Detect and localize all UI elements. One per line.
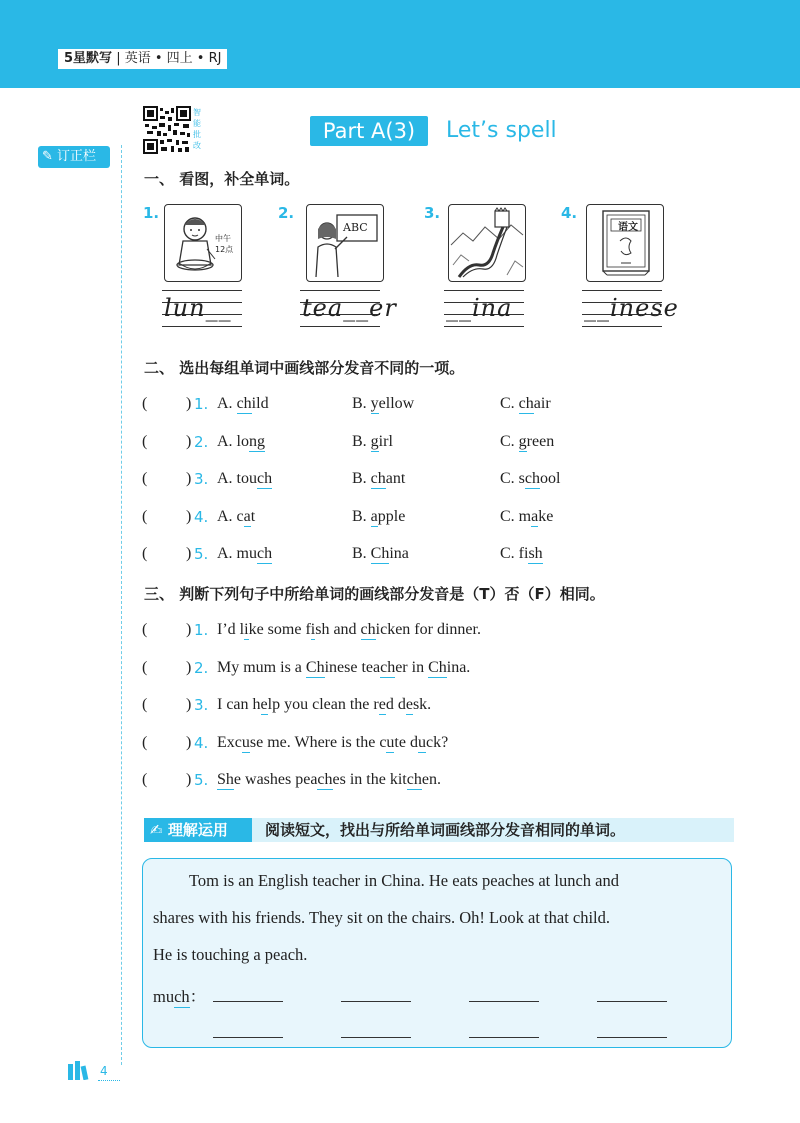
option-text: irl	[378, 433, 393, 450]
answer-paren-close: )	[186, 433, 192, 450]
underlined-letters: u	[241, 734, 250, 751]
sentence-text: icken for dinner.	[375, 621, 481, 638]
answer-blank[interactable]	[469, 1001, 539, 1002]
sentence-text: My mum is a	[217, 659, 306, 676]
option-text: ild	[251, 395, 269, 412]
sentence-text: Exc	[217, 734, 242, 751]
chinese-book-picture	[586, 204, 664, 282]
option-text: B.	[352, 433, 371, 450]
sentence-text: lp you clean the r	[267, 696, 379, 713]
option-text: pple	[377, 508, 406, 525]
question-number: 2.	[194, 659, 209, 677]
sentence-text: inese tea	[324, 659, 381, 676]
answer-blank[interactable]	[341, 1037, 411, 1038]
option-text: C.	[500, 395, 519, 412]
underlined-letters: i	[310, 621, 316, 638]
option-text: B.	[352, 508, 371, 525]
answer-blank[interactable]	[597, 1001, 667, 1002]
sentence-text: se me. Where is the c	[249, 734, 387, 751]
footer-dots	[98, 1080, 120, 1081]
board-text: ABC	[343, 221, 368, 234]
option-c	[500, 508, 553, 526]
answer-paren-open: (	[142, 734, 148, 751]
underlined-letters: ch	[370, 470, 386, 487]
answer-blank[interactable]	[597, 1037, 667, 1038]
option-b	[352, 470, 405, 488]
option-text: C. fi	[500, 545, 529, 562]
sentence-text: ina.	[446, 659, 471, 676]
question-number: 4.	[194, 734, 209, 752]
underlined-letters: ch	[257, 470, 273, 487]
writing-lines[interactable]	[162, 290, 242, 330]
underlined-letters: ch	[524, 470, 541, 487]
reading-passage-box	[142, 858, 732, 1048]
answer-paren-open: (	[142, 433, 148, 450]
question-number: 1.	[194, 395, 209, 413]
option-text: C. s	[500, 470, 525, 487]
option-a	[217, 433, 265, 451]
underlined-letters: u	[386, 734, 395, 751]
option-c	[500, 395, 551, 413]
option-text: B.	[352, 470, 371, 487]
question-number: 3.	[194, 470, 209, 488]
option-text: ool	[540, 470, 561, 487]
underlined-letters: a	[370, 508, 378, 525]
answer-blank[interactable]	[341, 1001, 411, 1002]
question-number: 2.	[194, 433, 209, 451]
option-text: C.	[500, 433, 519, 450]
part-title: Part A(3)	[310, 116, 428, 146]
writing-lines[interactable]	[582, 290, 679, 330]
qr-code-icon[interactable]	[143, 106, 191, 154]
underlined-letters: ch	[518, 395, 534, 412]
passage-line: He is touching a peach.	[153, 945, 308, 964]
answer-blank[interactable]	[213, 1037, 283, 1038]
sentence	[217, 771, 441, 789]
option-text: B.	[352, 545, 371, 562]
option-b	[352, 508, 405, 526]
option-text: ke	[538, 508, 554, 525]
sentence	[217, 696, 431, 714]
part-subtitle: Let’s spell	[446, 118, 557, 143]
underlined-letters: Ch	[305, 659, 325, 676]
underlined-letters: ch	[257, 545, 273, 562]
option-text: A. lo	[217, 433, 249, 450]
answer-blank[interactable]	[213, 1001, 283, 1002]
great-wall-icon	[449, 205, 525, 281]
answer-paren-close: )	[186, 470, 192, 487]
lunch-picture	[164, 204, 242, 282]
underlined-letters: y	[370, 395, 379, 412]
item-number: 4.	[561, 204, 578, 222]
sentence-text: te d	[394, 734, 418, 751]
answer-paren-open: (	[142, 696, 148, 713]
answer-paren-open: (	[142, 545, 148, 562]
prompt-colon: ：	[189, 987, 207, 1006]
question-number: 1.	[194, 621, 209, 639]
underlined-letters: e	[260, 696, 268, 713]
sentence-text: er in	[395, 659, 429, 676]
teacher-icon	[307, 205, 383, 281]
section3-heading: 三、 判断下列句子中所给单词的画线部分发音是（T）否（F）相同。	[144, 585, 605, 603]
option-b	[352, 545, 409, 563]
section1-heading: 一、 看图，补全单词。	[144, 170, 300, 188]
sentence	[217, 621, 481, 639]
word-with-blank: tea__er	[302, 294, 397, 322]
section4-label	[144, 818, 252, 842]
option-text: ant	[385, 470, 406, 487]
qr-side-text: 智能批改	[193, 108, 201, 150]
option-text: A. c	[217, 508, 244, 525]
underlined-letters: Sh	[217, 771, 234, 788]
option-text: B.	[352, 395, 371, 412]
sentence-text: ck?	[425, 734, 449, 751]
sentence-text: sh and	[315, 621, 361, 638]
section2-heading: 二、 选出每组单词中画线部分发音不同的一项。	[144, 359, 465, 377]
option-c	[500, 433, 554, 451]
passage-line: shares with his friends. They sit on the chairs. Oh! Look at that child.	[153, 908, 611, 927]
answer-paren-close: )	[186, 621, 192, 638]
section4-label-text: 理解运用	[167, 821, 228, 839]
underlined-letters: e	[405, 696, 413, 713]
item-number: 2.	[278, 204, 295, 222]
question-number: 5.	[194, 771, 209, 789]
answer-prompt	[153, 983, 206, 1007]
book-title: 语文	[618, 222, 638, 233]
sentence-text: en.	[421, 771, 441, 788]
underlined-letters: ng	[249, 433, 265, 450]
option-c	[500, 470, 560, 488]
sentence	[217, 659, 470, 677]
underlined-letters: a	[243, 508, 251, 525]
option-text: reen	[526, 433, 555, 450]
writing-lines[interactable]	[444, 290, 524, 330]
sentence-text: e washes pea	[233, 771, 318, 788]
sentence-text: I’d l	[217, 621, 245, 638]
sentence	[217, 734, 448, 752]
answer-paren-open: (	[142, 508, 148, 525]
section4-instruction: 阅读短文，找出与所给单词画线部分发音相同的单词。	[265, 821, 626, 839]
book-icon	[587, 205, 663, 281]
option-text: C. m	[500, 508, 532, 525]
option-text: air	[533, 395, 551, 412]
option-b	[352, 395, 414, 413]
option-text: t	[250, 508, 256, 525]
word-with-blank: __ina	[446, 294, 513, 322]
answer-blank[interactable]	[469, 1037, 539, 1038]
answer-paren-open: (	[142, 470, 148, 487]
item-number: 3.	[424, 204, 441, 222]
option-c	[500, 545, 543, 563]
underlined-letters: ch	[317, 771, 333, 788]
header-info: 英语 • 四上 • RJ	[124, 51, 222, 66]
option-text: A.	[217, 395, 237, 412]
answer-paren-close: )	[186, 395, 192, 412]
option-text: A. tou	[217, 470, 257, 487]
underlined-letters: ch	[236, 395, 252, 412]
books-icon	[66, 1060, 96, 1080]
option-text: A. mu	[217, 545, 257, 562]
item-number: 1.	[143, 204, 160, 222]
option-text: ellow	[378, 395, 415, 412]
option-b	[352, 433, 393, 451]
writing-lines[interactable]	[300, 290, 397, 330]
correction-column-label	[38, 146, 110, 168]
answer-paren-open: (	[142, 659, 148, 676]
option-a	[217, 508, 255, 526]
underlined-letters: Ch	[428, 659, 447, 676]
prompt-part: mu	[153, 987, 175, 1006]
teacher-picture	[306, 204, 384, 282]
option-a	[217, 395, 269, 413]
brand-name: 5星默写	[64, 51, 113, 66]
underlined-letters: ch	[406, 771, 422, 788]
sentence-text: es in the kit	[332, 771, 407, 788]
underlined-letters: sh	[528, 545, 543, 562]
sentence-text: I can h	[217, 696, 261, 713]
underlined-letters: ch	[360, 621, 376, 638]
answer-paren-close: )	[186, 659, 192, 676]
sentence-text: d d	[385, 696, 406, 713]
great-wall-picture	[448, 204, 526, 282]
sentence-text: sk.	[412, 696, 432, 713]
pencil-icon: ✎	[42, 149, 53, 164]
answer-paren-open: (	[142, 395, 148, 412]
question-number: 4.	[194, 508, 209, 526]
answer-paren-close: )	[186, 545, 192, 562]
page-number: 4	[100, 1064, 108, 1078]
question-number: 5.	[194, 545, 209, 563]
underlined-letters: g	[370, 433, 379, 450]
note-icon: ✍	[150, 821, 163, 839]
underlined-letters: i	[244, 621, 249, 638]
word-with-blank: __inese	[584, 294, 679, 322]
underlined-letters: a	[531, 508, 539, 525]
answer-paren-close: )	[186, 771, 192, 788]
underlined-letters: u	[417, 734, 426, 751]
passage-line: Tom is an English teacher in China. He eats peaches at lunch and	[189, 871, 619, 890]
answer-paren-close: )	[186, 508, 192, 525]
header-separator: |	[116, 51, 121, 66]
word-with-blank: lun__	[164, 294, 232, 322]
underlined-letters: ch	[380, 659, 396, 676]
answer-paren-open: (	[142, 771, 148, 788]
option-a	[217, 470, 272, 488]
margin-divider	[121, 145, 122, 1065]
option-a	[217, 545, 272, 563]
correction-text: 订正栏	[57, 149, 97, 164]
sentence-text: ke some f	[248, 621, 311, 638]
header-bar	[0, 0, 800, 88]
underlined-letters: e	[378, 696, 386, 713]
header-tag	[58, 49, 227, 69]
time-note: 中午12点	[215, 234, 234, 254]
answer-paren-open: (	[142, 621, 148, 638]
underlined-letters: Ch	[370, 545, 390, 562]
answer-paren-close: )	[186, 734, 192, 751]
underlined-letters: g	[518, 433, 527, 450]
question-number: 3.	[194, 696, 209, 714]
answer-paren-close: )	[186, 696, 192, 713]
section4-header	[144, 818, 734, 842]
prompt-underlined: ch	[174, 987, 190, 1006]
option-text: ina	[389, 545, 409, 562]
